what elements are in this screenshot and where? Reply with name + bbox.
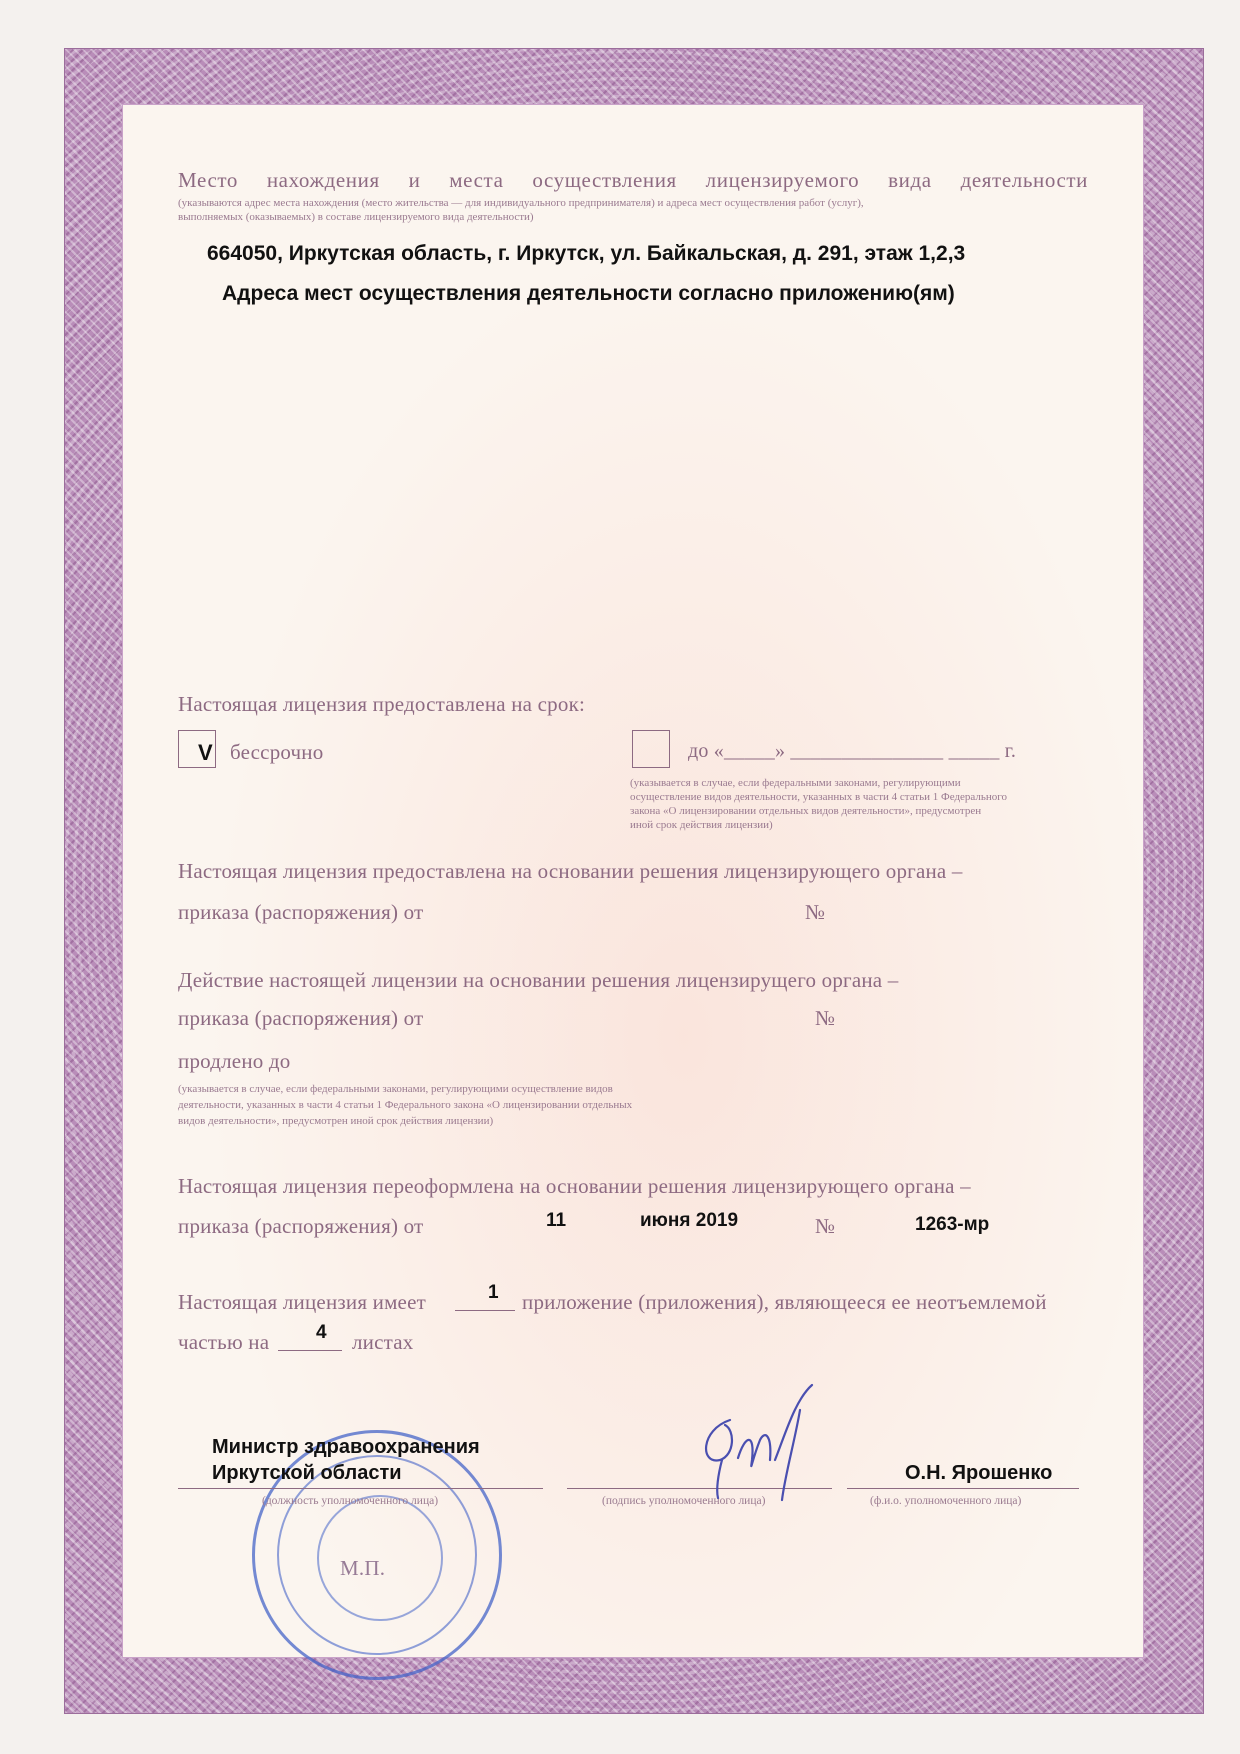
extension-line1: Действие настоящей лицензии на основании решения лицензирущего органа – <box>178 968 899 992</box>
reissue-number-sign: № <box>815 1214 836 1238</box>
name-caption: (ф.и.о. уполномоченного лица) <box>870 1495 1022 1507</box>
basis-line1: Настоящая лицензия предоставлена на основании решения лицензирующего органа – <box>178 859 963 883</box>
signer-position-line1: Министр здравоохранения <box>212 1436 480 1458</box>
indefinite-check-mark: V <box>198 740 213 765</box>
name-line <box>847 1488 1079 1489</box>
extension-line2: приказа (распоряжения) от <box>178 1006 424 1030</box>
reissue-line1: Настоящая лицензия переоформлена на основании решения лицензирующего органа – <box>178 1174 971 1198</box>
location-note-line1: (указываются адрес места нахождения (место жительства — для индивидуального предпринимателя) и адреса мест осуществления работ (услуг), <box>178 197 864 209</box>
until-label: до «_____» _______________ _____ г. <box>688 740 1017 762</box>
appendix-count-line <box>455 1310 515 1311</box>
position-line <box>178 1488 543 1489</box>
extension-note-line1: (указывается в случае, если федеральными законами, регулирующими осуществление видов <box>178 1083 613 1095</box>
addresses-appendix-note: Адреса мест осуществления деятельности согласно приложению(ям) <box>222 282 955 305</box>
reissue-order-number: 1263-мр <box>915 1214 990 1235</box>
basis-line2: приказа (распоряжения) от <box>178 900 424 924</box>
appendix-sheets-line <box>278 1350 342 1351</box>
signer-position-line2: Иркутской области <box>212 1462 402 1484</box>
appendix-sheets: 4 <box>316 1322 327 1343</box>
reissue-day: 11 <box>546 1210 567 1231</box>
indefinite-label: бессрочно <box>230 740 324 764</box>
until-note-line1: (указывается в случае, если федеральными законами, регулирующими <box>630 777 961 789</box>
until-note-line4: иной срок действия лицензии) <box>630 819 773 831</box>
signature-caption: (подпись уполномоченного лица) <box>602 1495 766 1507</box>
reissue-month-year: июня 2019 <box>640 1210 739 1231</box>
extension-note-line3: видов деятельности», предусмотрен иной срок действия лицензии) <box>178 1115 494 1127</box>
appendix-text1: Настоящая лицензия имеет <box>178 1290 426 1314</box>
extension-note-line2: деятельности, указанных в части 4 статьи 1 Федерального закона «О лицензировании отдельных <box>178 1099 633 1111</box>
appendix-count: 1 <box>488 1282 499 1303</box>
location-note-line2: выполняемых (оказываемых) в составе лицензируемого вида деятельности) <box>178 211 534 223</box>
appendix-text2: приложение (приложения), являющееся ее неотъемлемой <box>522 1290 1047 1314</box>
until-checkbox <box>632 730 670 768</box>
extension-number-sign: № <box>815 1006 836 1030</box>
handwritten-signature <box>690 1380 840 1505</box>
location-heading: Место нахождения и места осуществления лицензируемого вида деятельности <box>178 168 1088 192</box>
extended-until-label: продлено до <box>178 1049 291 1073</box>
seal-place-label: М.П. <box>340 1556 386 1580</box>
signer-name: О.Н. Ярошенко <box>905 1462 1053 1484</box>
term-heading: Настоящая лицензия предоставлена на срок: <box>178 692 586 716</box>
reissue-line2: приказа (распоряжения) от <box>178 1214 424 1238</box>
position-caption: (должность уполномоченного лица) <box>262 1495 439 1507</box>
appendix-text3: частью на <box>178 1330 270 1354</box>
until-note-line2: осуществление видов деятельности, указанных в части 4 статьи 1 Федерального <box>630 791 1008 803</box>
address-text: 664050, Иркутская область, г. Иркутск, ул. Байкальская, д. 291, этаж 1,2,3 <box>207 242 966 265</box>
until-note-line3: закона «О лицензировании отдельных видов деятельности», предусмотрен <box>630 805 982 817</box>
basis-number-sign: № <box>805 900 826 924</box>
appendix-text4: листах <box>352 1330 414 1354</box>
